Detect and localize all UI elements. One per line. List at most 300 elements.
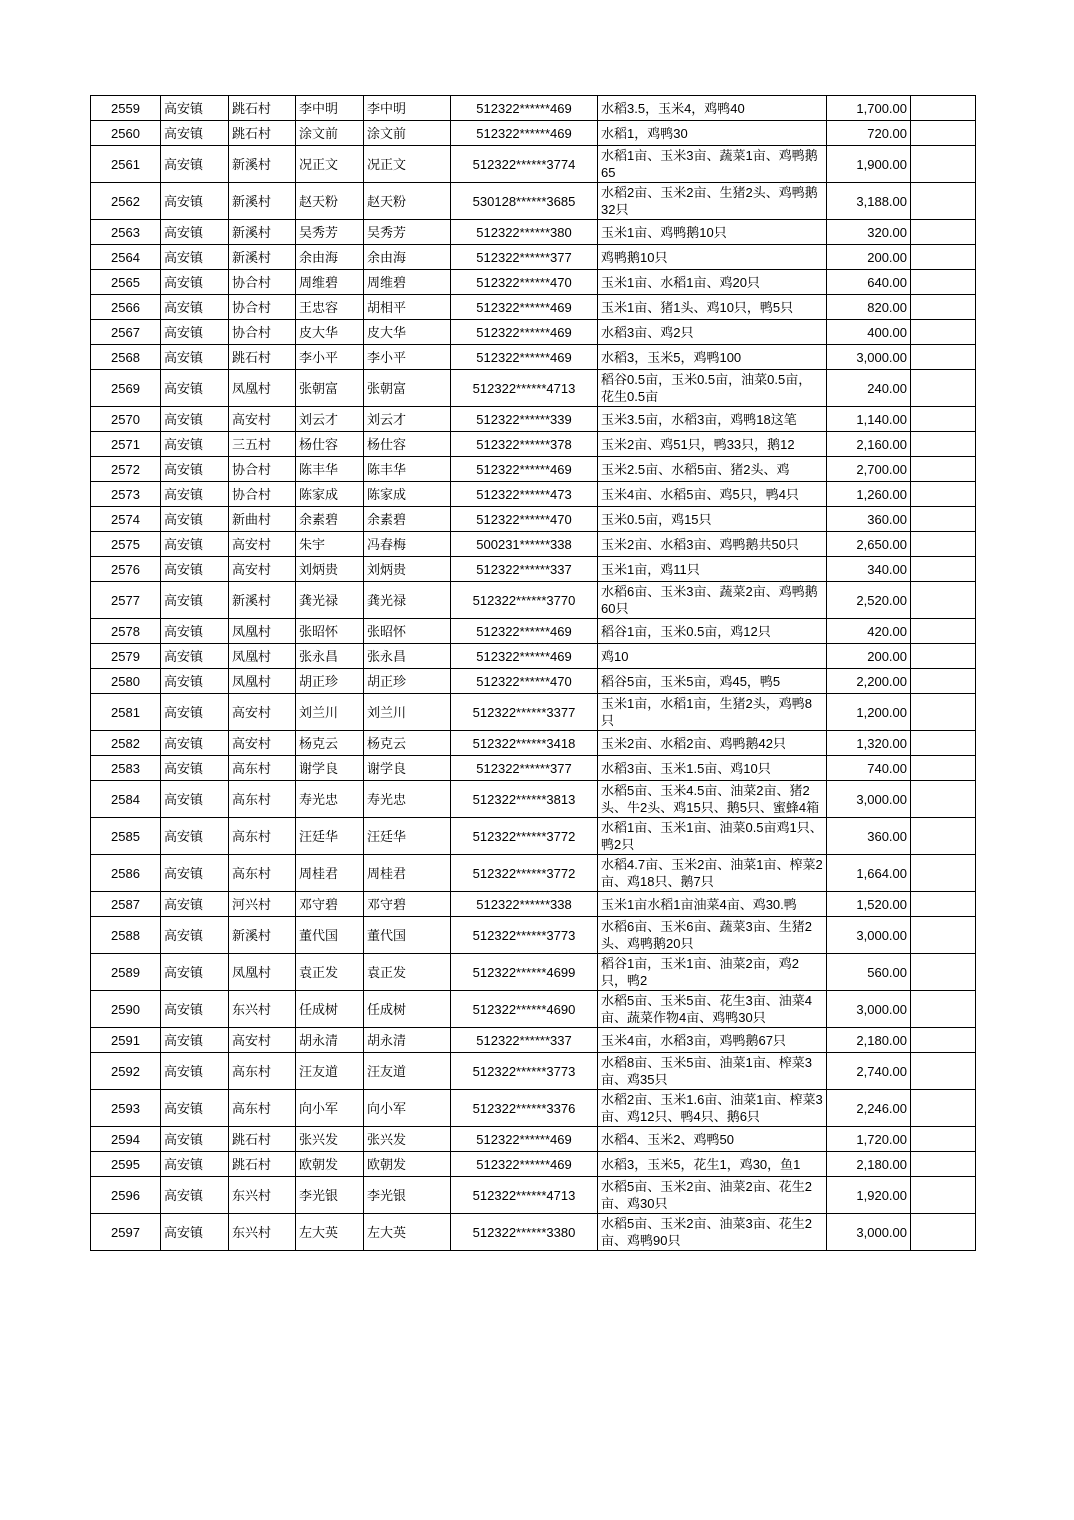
cell-blank [911, 855, 976, 892]
table-row [91, 345, 976, 370]
cell-name-confirm: 袁正发 [364, 954, 451, 991]
cell-village: 协合村 [229, 320, 296, 345]
cell-town: 高安镇 [161, 855, 229, 892]
cell-name-confirm: 刘云才 [364, 407, 451, 432]
cell-village: 凤凰村 [229, 619, 296, 644]
cell-village: 新溪村 [229, 245, 296, 270]
cell-serial-number: 2573 [91, 482, 161, 507]
cell-name-confirm: 张朝富 [364, 370, 451, 407]
cell-amount: 2,180.00 [827, 1152, 911, 1177]
table-row [91, 245, 976, 270]
cell-products: 水稻5亩、玉米2亩、油菜3亩、花生2亩、鸡鸭90只 [598, 1214, 827, 1251]
cell-name: 皮大华 [296, 320, 364, 345]
cell-village: 新溪村 [229, 146, 296, 183]
table-row [91, 407, 976, 432]
cell-amount: 2,740.00 [827, 1053, 911, 1090]
cell-name: 王忠容 [296, 295, 364, 320]
cell-products: 水稻4.7亩、玉米2亩、油菜1亩、榨菜2亩、鸡18只、鹅7只 [598, 855, 827, 892]
table-row [91, 1053, 976, 1090]
cell-id-number: 512322******469 [451, 1127, 598, 1152]
table-row [91, 370, 976, 407]
cell-id-number: 512322******469 [451, 121, 598, 146]
subsidy-table [90, 95, 976, 1251]
cell-village: 凤凰村 [229, 669, 296, 694]
cell-products: 玉米0.5亩，鸡15只 [598, 507, 827, 532]
cell-serial-number: 2572 [91, 457, 161, 482]
cell-name-confirm: 左大英 [364, 1214, 451, 1251]
cell-serial-number: 2589 [91, 954, 161, 991]
cell-products: 水稻2亩、玉米1.6亩、油菜1亩、榨菜3亩、鸡12只、鸭4只、鹅6只 [598, 1090, 827, 1127]
cell-products: 玉米1亩、猪1头、鸡10只，鸭5只 [598, 295, 827, 320]
cell-id-number: 512322******3380 [451, 1214, 598, 1251]
cell-serial-number: 2585 [91, 818, 161, 855]
cell-blank [911, 1053, 976, 1090]
cell-id-number: 512322******473 [451, 482, 598, 507]
cell-village: 新溪村 [229, 582, 296, 619]
cell-blank [911, 694, 976, 731]
table-row [91, 1090, 976, 1127]
cell-serial-number: 2590 [91, 991, 161, 1028]
cell-amount: 640.00 [827, 270, 911, 295]
cell-amount: 360.00 [827, 507, 911, 532]
cell-town: 高安镇 [161, 731, 229, 756]
cell-id-number: 500231******338 [451, 532, 598, 557]
table-row [91, 183, 976, 220]
cell-name: 任成树 [296, 991, 364, 1028]
cell-amount: 1,664.00 [827, 855, 911, 892]
cell-name: 周维碧 [296, 270, 364, 295]
cell-blank [911, 1177, 976, 1214]
cell-products: 水稻6亩、玉米6亩、蔬菜3亩、生猪2头、鸡鸭鹅20只 [598, 917, 827, 954]
cell-id-number: 512322******469 [451, 96, 598, 121]
cell-name-confirm: 杨克云 [364, 731, 451, 756]
cell-amount: 1,700.00 [827, 96, 911, 121]
cell-products: 稻谷0.5亩，玉米0.5亩，油菜0.5亩，花生0.5亩 [598, 370, 827, 407]
cell-name: 刘炳贵 [296, 557, 364, 582]
cell-village: 新溪村 [229, 917, 296, 954]
cell-serial-number: 2597 [91, 1214, 161, 1251]
cell-serial-number: 2562 [91, 183, 161, 220]
cell-products: 玉米1亩、鸡鸭鹅10只 [598, 220, 827, 245]
table-row [91, 991, 976, 1028]
cell-blank [911, 1090, 976, 1127]
cell-id-number: 512322******469 [451, 1152, 598, 1177]
cell-blank [911, 781, 976, 818]
cell-town: 高安镇 [161, 220, 229, 245]
cell-products: 水稻5亩、玉米5亩、花生3亩、油菜4亩、蔬菜作物4亩、鸡鸭30只 [598, 991, 827, 1028]
cell-village: 跳石村 [229, 345, 296, 370]
cell-id-number: 512322******470 [451, 507, 598, 532]
cell-name-confirm: 赵天粉 [364, 183, 451, 220]
cell-village: 高东村 [229, 1090, 296, 1127]
cell-amount: 2,520.00 [827, 582, 911, 619]
cell-id-number: 512322******470 [451, 270, 598, 295]
cell-amount: 1,320.00 [827, 731, 911, 756]
cell-village: 新曲村 [229, 507, 296, 532]
cell-village: 高安村 [229, 532, 296, 557]
cell-blank [911, 582, 976, 619]
cell-blank [911, 991, 976, 1028]
table-row [91, 892, 976, 917]
cell-amount: 3,000.00 [827, 917, 911, 954]
cell-name-confirm: 欧朝发 [364, 1152, 451, 1177]
cell-id-number: 512322******3376 [451, 1090, 598, 1127]
cell-serial-number: 2574 [91, 507, 161, 532]
cell-name-confirm: 邓守碧 [364, 892, 451, 917]
table-row [91, 582, 976, 619]
cell-products: 水稻5亩、玉米2亩、油菜2亩、花生2亩、鸡30只 [598, 1177, 827, 1214]
cell-name: 涂文前 [296, 121, 364, 146]
cell-town: 高安镇 [161, 1028, 229, 1053]
cell-village: 高东村 [229, 781, 296, 818]
cell-town: 高安镇 [161, 557, 229, 582]
cell-blank [911, 482, 976, 507]
cell-id-number: 512322******3377 [451, 694, 598, 731]
cell-town: 高安镇 [161, 644, 229, 669]
cell-serial-number: 2563 [91, 220, 161, 245]
cell-id-number: 512322******3418 [451, 731, 598, 756]
cell-blank [911, 96, 976, 121]
cell-name: 袁正发 [296, 954, 364, 991]
cell-blank [911, 121, 976, 146]
cell-id-number: 512322******3772 [451, 818, 598, 855]
cell-name: 朱宇 [296, 532, 364, 557]
cell-serial-number: 2593 [91, 1090, 161, 1127]
cell-name-confirm: 周维碧 [364, 270, 451, 295]
cell-products: 稻谷1亩，玉米0.5亩，鸡12只 [598, 619, 827, 644]
cell-amount: 400.00 [827, 320, 911, 345]
cell-blank [911, 407, 976, 432]
cell-village: 河兴村 [229, 892, 296, 917]
cell-products: 水稻3亩、玉米1.5亩、鸡10只 [598, 756, 827, 781]
cell-products: 水稻1，鸡鸭30 [598, 121, 827, 146]
cell-blank [911, 457, 976, 482]
cell-village: 东兴村 [229, 991, 296, 1028]
cell-name-confirm: 况正文 [364, 146, 451, 183]
cell-name-confirm: 寿光忠 [364, 781, 451, 818]
cell-products: 水稻5亩、玉米4.5亩、油菜2亩、猪2头、牛2头、鸡15只、鹅5只、蜜蜂4箱 [598, 781, 827, 818]
cell-serial-number: 2583 [91, 756, 161, 781]
cell-name-confirm: 周桂君 [364, 855, 451, 892]
cell-amount: 3,000.00 [827, 781, 911, 818]
table-row [91, 270, 976, 295]
cell-id-number: 512322******3772 [451, 855, 598, 892]
cell-serial-number: 2577 [91, 582, 161, 619]
table-row [91, 96, 976, 121]
cell-id-number: 512322******3770 [451, 582, 598, 619]
cell-blank [911, 183, 976, 220]
cell-name-confirm: 李小平 [364, 345, 451, 370]
cell-serial-number: 2584 [91, 781, 161, 818]
cell-serial-number: 2571 [91, 432, 161, 457]
cell-name: 陈丰华 [296, 457, 364, 482]
cell-serial-number: 2559 [91, 96, 161, 121]
cell-village: 跳石村 [229, 1152, 296, 1177]
cell-name-confirm: 任成树 [364, 991, 451, 1028]
table-row [91, 1127, 976, 1152]
cell-serial-number: 2581 [91, 694, 161, 731]
cell-blank [911, 220, 976, 245]
cell-name-confirm: 董代国 [364, 917, 451, 954]
cell-town: 高安镇 [161, 1152, 229, 1177]
cell-serial-number: 2560 [91, 121, 161, 146]
cell-name: 周桂君 [296, 855, 364, 892]
cell-village: 凤凰村 [229, 644, 296, 669]
table-row [91, 694, 976, 731]
cell-name: 况正文 [296, 146, 364, 183]
cell-products: 玉米3.5亩，水稻3亩，鸡鸭18这笔 [598, 407, 827, 432]
cell-id-number: 512322******338 [451, 892, 598, 917]
cell-id-number: 512322******4713 [451, 1177, 598, 1214]
cell-name: 董代国 [296, 917, 364, 954]
cell-town: 高安镇 [161, 345, 229, 370]
cell-name-confirm: 张兴发 [364, 1127, 451, 1152]
cell-amount: 200.00 [827, 245, 911, 270]
cell-name-confirm: 张永昌 [364, 644, 451, 669]
cell-town: 高安镇 [161, 1053, 229, 1090]
cell-town: 高安镇 [161, 457, 229, 482]
cell-name: 杨克云 [296, 731, 364, 756]
cell-amount: 740.00 [827, 756, 911, 781]
cell-blank [911, 320, 976, 345]
cell-id-number: 512322******3774 [451, 146, 598, 183]
table-row [91, 669, 976, 694]
table-body [91, 96, 976, 1251]
cell-id-number: 512322******469 [451, 644, 598, 669]
cell-name: 谢学良 [296, 756, 364, 781]
cell-name: 邓守碧 [296, 892, 364, 917]
cell-serial-number: 2595 [91, 1152, 161, 1177]
cell-id-number: 512322******3813 [451, 781, 598, 818]
table-row [91, 320, 976, 345]
cell-id-number: 512322******380 [451, 220, 598, 245]
cell-village: 跳石村 [229, 121, 296, 146]
cell-id-number: 530128******3685 [451, 183, 598, 220]
cell-village: 跳石村 [229, 96, 296, 121]
cell-name: 刘兰川 [296, 694, 364, 731]
cell-blank [911, 1028, 976, 1053]
cell-products: 玉米2亩、水稻2亩、鸡鸭鹅42只 [598, 731, 827, 756]
cell-blank [911, 245, 976, 270]
cell-name-confirm: 冯春梅 [364, 532, 451, 557]
cell-amount: 340.00 [827, 557, 911, 582]
cell-town: 高安镇 [161, 619, 229, 644]
cell-name: 张永昌 [296, 644, 364, 669]
cell-name-confirm: 胡永清 [364, 1028, 451, 1053]
cell-serial-number: 2570 [91, 407, 161, 432]
cell-products: 鸡10 [598, 644, 827, 669]
cell-serial-number: 2566 [91, 295, 161, 320]
cell-blank [911, 731, 976, 756]
cell-amount: 2,650.00 [827, 532, 911, 557]
cell-town: 高安镇 [161, 295, 229, 320]
cell-town: 高安镇 [161, 370, 229, 407]
cell-products: 水稻3，玉米5，花生1，鸡30，鱼1 [598, 1152, 827, 1177]
table-row [91, 644, 976, 669]
cell-name: 龚光禄 [296, 582, 364, 619]
table-row [91, 220, 976, 245]
cell-town: 高安镇 [161, 407, 229, 432]
cell-village: 新溪村 [229, 220, 296, 245]
cell-blank [911, 1214, 976, 1251]
cell-town: 高安镇 [161, 96, 229, 121]
table-row [91, 731, 976, 756]
cell-products: 鸡鸭鹅10只 [598, 245, 827, 270]
cell-serial-number: 2564 [91, 245, 161, 270]
cell-serial-number: 2561 [91, 146, 161, 183]
cell-amount: 1,920.00 [827, 1177, 911, 1214]
cell-name: 张兴发 [296, 1127, 364, 1152]
cell-village: 凤凰村 [229, 954, 296, 991]
cell-name: 汪廷华 [296, 818, 364, 855]
cell-village: 高东村 [229, 756, 296, 781]
cell-village: 东兴村 [229, 1214, 296, 1251]
cell-town: 高安镇 [161, 482, 229, 507]
cell-products: 玉米4亩，水稻3亩，鸡鸭鹅67只 [598, 1028, 827, 1053]
cell-name-confirm: 胡正珍 [364, 669, 451, 694]
cell-products: 玉米4亩、水稻5亩、鸡5只，鸭4只 [598, 482, 827, 507]
cell-name: 胡永清 [296, 1028, 364, 1053]
cell-name-confirm: 汪友道 [364, 1053, 451, 1090]
cell-name: 胡正珍 [296, 669, 364, 694]
cell-name: 李小平 [296, 345, 364, 370]
cell-blank [911, 619, 976, 644]
cell-amount: 560.00 [827, 954, 911, 991]
cell-amount: 720.00 [827, 121, 911, 146]
cell-products: 玉米1亩水稻1亩油菜4亩、鸡30.鸭 [598, 892, 827, 917]
cell-town: 高安镇 [161, 1214, 229, 1251]
cell-products: 玉米2亩、鸡51只，鸭33只，鹅12 [598, 432, 827, 457]
table-row [91, 557, 976, 582]
table-row [91, 146, 976, 183]
cell-id-number: 512322******4699 [451, 954, 598, 991]
cell-blank [911, 295, 976, 320]
cell-village: 协合村 [229, 270, 296, 295]
cell-amount: 2,246.00 [827, 1090, 911, 1127]
cell-products: 水稻8亩、玉米5亩、油菜1亩、榨菜3亩、鸡35只 [598, 1053, 827, 1090]
cell-amount: 1,260.00 [827, 482, 911, 507]
cell-blank [911, 1152, 976, 1177]
table-row [91, 855, 976, 892]
cell-products: 水稻1亩、玉米1亩、油菜0.5亩鸡1只、鸭2只 [598, 818, 827, 855]
cell-name-confirm: 皮大华 [364, 320, 451, 345]
cell-amount: 3,000.00 [827, 991, 911, 1028]
cell-village: 新溪村 [229, 183, 296, 220]
cell-town: 高安镇 [161, 669, 229, 694]
cell-name: 陈家成 [296, 482, 364, 507]
cell-serial-number: 2580 [91, 669, 161, 694]
cell-products: 玉米1亩，鸡11只 [598, 557, 827, 582]
cell-products: 玉米1亩、水稻1亩、鸡20只 [598, 270, 827, 295]
cell-id-number: 512322******3773 [451, 1053, 598, 1090]
cell-name-confirm: 陈家成 [364, 482, 451, 507]
table-row [91, 1152, 976, 1177]
cell-id-number: 512322******3773 [451, 917, 598, 954]
table-row [91, 619, 976, 644]
cell-village: 高安村 [229, 557, 296, 582]
cell-name-confirm: 李中明 [364, 96, 451, 121]
cell-serial-number: 2591 [91, 1028, 161, 1053]
cell-products: 水稻4、玉米2、鸡鸭50 [598, 1127, 827, 1152]
cell-name-confirm: 涂文前 [364, 121, 451, 146]
cell-town: 高安镇 [161, 320, 229, 345]
cell-name: 张朝富 [296, 370, 364, 407]
cell-amount: 420.00 [827, 619, 911, 644]
cell-id-number: 512322******337 [451, 1028, 598, 1053]
cell-blank [911, 818, 976, 855]
cell-blank [911, 954, 976, 991]
cell-town: 高安镇 [161, 781, 229, 818]
cell-products: 水稻3，玉米5，鸡鸭100 [598, 345, 827, 370]
cell-products: 玉米1亩，水稻1亩，生猪2头，鸡鸭8只 [598, 694, 827, 731]
cell-amount: 240.00 [827, 370, 911, 407]
cell-name-confirm: 陈丰华 [364, 457, 451, 482]
cell-blank [911, 370, 976, 407]
cell-id-number: 512322******469 [451, 345, 598, 370]
cell-blank [911, 917, 976, 954]
cell-serial-number: 2586 [91, 855, 161, 892]
cell-village: 高安村 [229, 407, 296, 432]
cell-amount: 2,200.00 [827, 669, 911, 694]
cell-name: 吴秀芳 [296, 220, 364, 245]
cell-name-confirm: 杨仕容 [364, 432, 451, 457]
cell-amount: 3,000.00 [827, 345, 911, 370]
cell-products: 稻谷1亩，玉米1亩、油菜2亩，鸡2只，鸭2 [598, 954, 827, 991]
cell-village: 三五村 [229, 432, 296, 457]
cell-name-confirm: 张昭怀 [364, 619, 451, 644]
cell-id-number: 512322******339 [451, 407, 598, 432]
table-row [91, 818, 976, 855]
cell-id-number: 512322******4690 [451, 991, 598, 1028]
cell-town: 高安镇 [161, 991, 229, 1028]
cell-serial-number: 2565 [91, 270, 161, 295]
cell-town: 高安镇 [161, 1177, 229, 1214]
cell-id-number: 512322******469 [451, 457, 598, 482]
cell-town: 高安镇 [161, 121, 229, 146]
cell-serial-number: 2594 [91, 1127, 161, 1152]
cell-id-number: 512322******337 [451, 557, 598, 582]
cell-amount: 1,520.00 [827, 892, 911, 917]
table-row [91, 756, 976, 781]
cell-amount: 320.00 [827, 220, 911, 245]
cell-amount: 2,160.00 [827, 432, 911, 457]
cell-town: 高安镇 [161, 245, 229, 270]
cell-products: 玉米2.5亩、水稻5亩、猪2头、鸡 [598, 457, 827, 482]
cell-village: 高安村 [229, 1028, 296, 1053]
cell-serial-number: 2587 [91, 892, 161, 917]
cell-town: 高安镇 [161, 1127, 229, 1152]
cell-village: 协合村 [229, 482, 296, 507]
cell-blank [911, 892, 976, 917]
cell-amount: 2,180.00 [827, 1028, 911, 1053]
cell-products: 水稻1亩、玉米3亩、蔬菜1亩、鸡鸭鹅65 [598, 146, 827, 183]
cell-town: 高安镇 [161, 954, 229, 991]
cell-serial-number: 2588 [91, 917, 161, 954]
cell-name: 汪友道 [296, 1053, 364, 1090]
cell-town: 高安镇 [161, 694, 229, 731]
cell-town: 高安镇 [161, 818, 229, 855]
cell-id-number: 512322******4713 [451, 370, 598, 407]
cell-id-number: 512322******469 [451, 320, 598, 345]
cell-name: 左大英 [296, 1214, 364, 1251]
table-row [91, 1177, 976, 1214]
cell-products: 水稻3亩、鸡2只 [598, 320, 827, 345]
cell-products: 水稻3.5，玉米4，鸡鸭40 [598, 96, 827, 121]
cell-name: 李光银 [296, 1177, 364, 1214]
cell-serial-number: 2578 [91, 619, 161, 644]
cell-name: 寿光忠 [296, 781, 364, 818]
cell-town: 高安镇 [161, 756, 229, 781]
